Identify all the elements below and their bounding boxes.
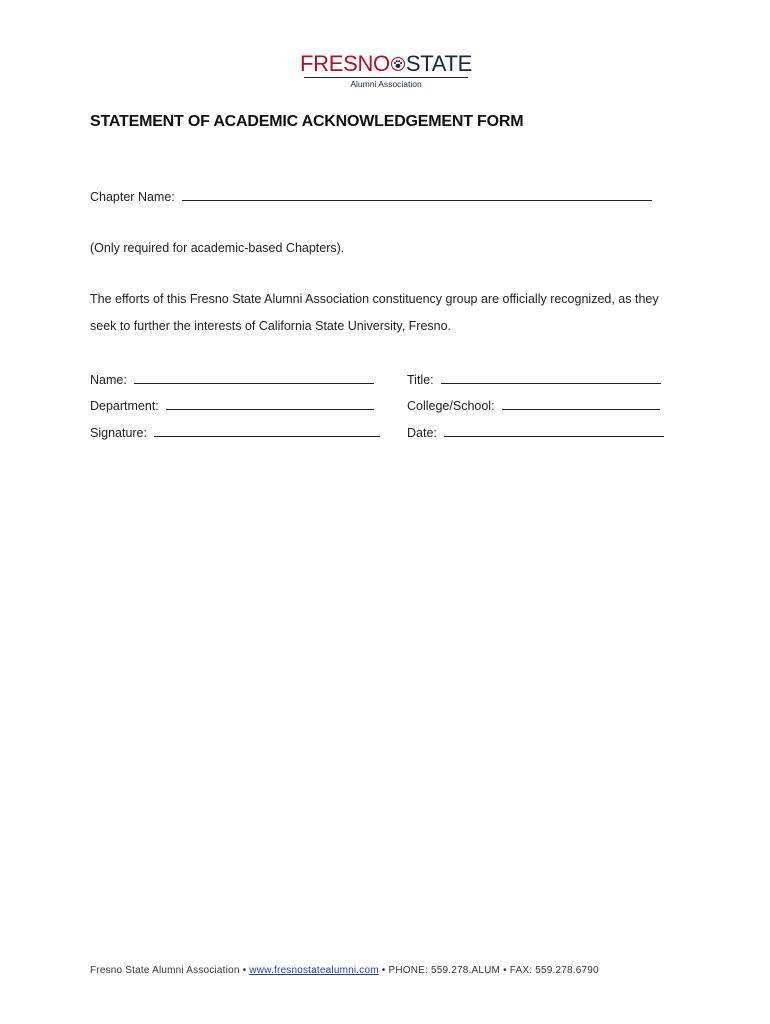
date-field[interactable]	[444, 424, 664, 437]
footer-org: Fresno State Alumni Association	[90, 965, 240, 976]
department-label: Department:	[90, 399, 159, 413]
logo-fresno-text: FRESNO	[300, 51, 390, 76]
department-field[interactable]	[166, 397, 374, 410]
fresno-state-alumni-logo	[300, 50, 472, 90]
department-row	[90, 397, 374, 413]
footer-phone: PHONE: 559.278.ALUM	[388, 965, 501, 976]
name-row	[90, 371, 374, 387]
footer-separator: •	[503, 965, 507, 976]
footer-separator: •	[381, 965, 386, 976]
statement-line-2: seek to further the interests of California State University, Fresno.	[90, 319, 452, 333]
title-field[interactable]	[441, 371, 661, 384]
footer-fax: FAX: 559.278.6790	[509, 965, 599, 976]
form-title: STATEMENT OF ACADEMIC ACKNOWLEDGEMENT FORM	[90, 113, 524, 130]
footer-separator: •	[242, 965, 247, 976]
signature-label: Signature:	[90, 426, 147, 440]
college-school-field[interactable]	[502, 397, 660, 410]
chapter-requirement-note: (Only required for academic-based Chapters).	[90, 241, 345, 255]
page-footer	[90, 965, 599, 976]
statement-line-1: The efforts of this Fresno State Alumni Association constituency group are officially recognized, as they	[90, 292, 659, 306]
logo-state-text: STATE	[405, 51, 472, 76]
college-school-row	[407, 397, 660, 413]
date-label: Date:	[407, 426, 437, 440]
logo-subtitle: Alumni Association	[350, 79, 422, 89]
chapter-name-field[interactable]	[182, 188, 652, 201]
signature-field[interactable]	[154, 424, 380, 437]
name-label: Name:	[90, 373, 127, 387]
bulldog-paw-icon	[391, 55, 405, 73]
chapter-name-row	[90, 188, 652, 204]
date-row	[407, 424, 664, 440]
college-school-label: College/School:	[407, 399, 495, 413]
title-row	[407, 371, 661, 387]
name-field[interactable]	[134, 371, 374, 384]
signature-row	[90, 424, 380, 440]
footer-website-link[interactable]: www.fresnostatealumni.com	[249, 965, 379, 976]
title-label: Title:	[407, 373, 434, 387]
chapter-name-label: Chapter Name:	[90, 190, 175, 204]
logo-divider	[304, 77, 468, 78]
